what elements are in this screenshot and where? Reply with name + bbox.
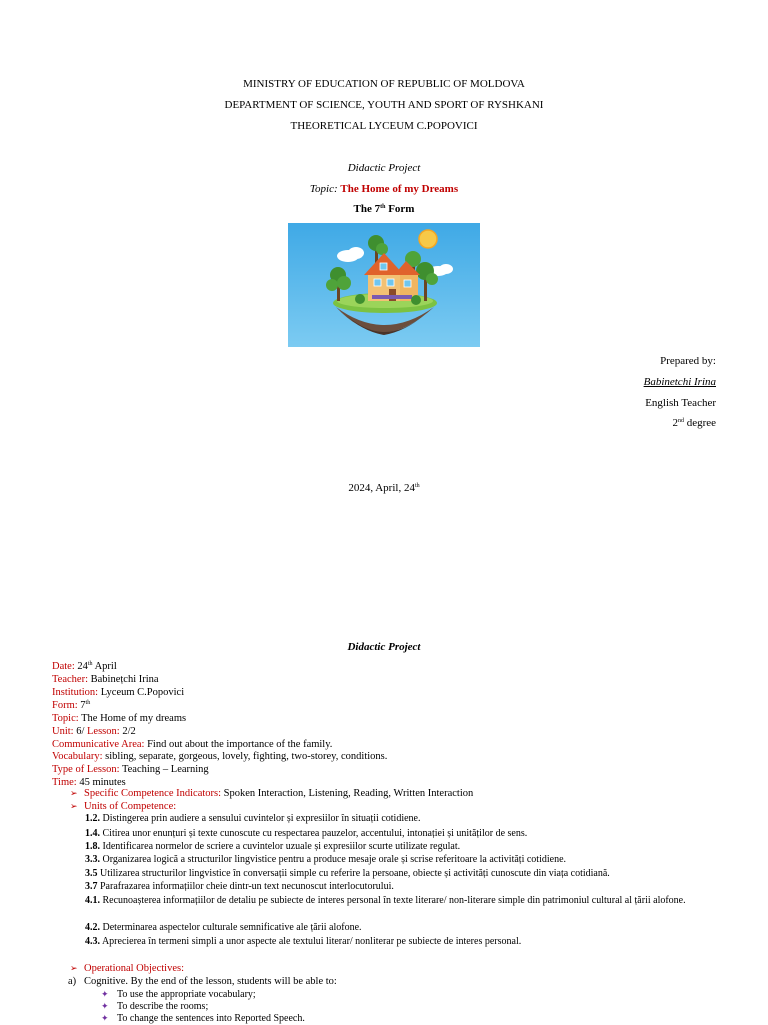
field-teacher bbox=[52, 673, 159, 686]
department-heading: DEPARTMENT OF SCIENCE, YOUTH AND SPORT OF RYSHKANI bbox=[224, 99, 544, 111]
field-value: sibling, separate, gorgeous, lovely, fighting, two-storey, conditions. bbox=[102, 751, 388, 762]
unit-text: Identificarea normelor de scriere a cuvintelor uzuale și expresiilor scurte utilizate regulat. bbox=[100, 841, 461, 852]
uoc-label: Units of Competence: bbox=[84, 801, 177, 812]
arrow-bullet-icon: ➢ bbox=[70, 963, 78, 973]
unit-text: Parafrazarea informațiilor cheie dintr-un text necunoscut interlocutorului. bbox=[97, 881, 394, 892]
field-value: Find out about the importance of the family. bbox=[144, 739, 333, 750]
field-label: Teacher: bbox=[52, 674, 88, 685]
unit-number: 4.3. bbox=[85, 936, 100, 947]
unit-number: 3.3. bbox=[85, 854, 100, 865]
field-label: Topic: bbox=[52, 713, 79, 724]
unit-number: 3.7 bbox=[85, 881, 98, 892]
field-type-of-lesson bbox=[52, 763, 209, 776]
cover-date bbox=[0, 481, 768, 495]
unit-number: 3.5 bbox=[85, 868, 98, 879]
author-role: English Teacher bbox=[645, 397, 716, 409]
unit-text: Citirea unor enunțuri și texte cunoscute cu respectarea pauzelor, accentului, intonației și unităților de sens. bbox=[100, 828, 528, 839]
diamond-bullet-icon: ✦ bbox=[101, 1001, 109, 1011]
unit-number: 1.8. bbox=[85, 841, 100, 852]
field-sup: th bbox=[87, 661, 93, 667]
field-value: Lyceum C.Popovici bbox=[98, 687, 185, 698]
unit-item bbox=[85, 840, 715, 853]
field-label: Form: bbox=[52, 700, 78, 711]
unit-item bbox=[85, 853, 715, 866]
page2-title: Didactic Project bbox=[347, 641, 421, 653]
objective-text: To use the appropriate vocabulary; bbox=[117, 989, 256, 1000]
field-vocabulary bbox=[52, 750, 387, 763]
unit-item bbox=[85, 894, 715, 907]
unit-text: Aprecierea în termeni simpli a unor aspecte ale textului literar/ nonliterar pe subiecte de interes personal. bbox=[100, 936, 522, 947]
unit-text: Utilizarea structurilor lingvistice în conversații simple cu referire la persoane, obiecte și activități cunoscute din viața cotidiană. bbox=[97, 868, 610, 879]
operational-objectives-heading bbox=[70, 962, 184, 975]
field-label: Time: bbox=[52, 777, 77, 788]
author-degree bbox=[672, 416, 716, 430]
unit-item bbox=[85, 880, 715, 893]
unit-item bbox=[85, 812, 715, 825]
field-sup: th bbox=[85, 700, 91, 706]
field-label: Institution: bbox=[52, 687, 99, 698]
field-value: The Home of my dreams bbox=[78, 713, 187, 724]
field-value: 24 bbox=[74, 661, 88, 672]
field-topic bbox=[52, 712, 186, 725]
degree-number: 2 bbox=[672, 417, 678, 429]
field-form bbox=[52, 699, 90, 712]
field-date bbox=[52, 660, 117, 673]
arrow-bullet-icon: ➢ bbox=[70, 788, 78, 798]
unit-text: Determinarea aspectelor culturale semnificative ale țării alofone. bbox=[100, 922, 362, 933]
sci-label: Specific Competence Indicators: bbox=[84, 788, 222, 799]
ministry-heading: MINISTRY OF EDUCATION OF REPUBLIC OF MOLDOVA bbox=[243, 78, 525, 90]
form-line bbox=[0, 202, 768, 216]
degree-sup: nd bbox=[677, 418, 684, 424]
topic-value: The Home of my Dreams bbox=[340, 183, 459, 195]
form-prefix: The 7 bbox=[353, 203, 381, 215]
lyceum-heading: THEORETICAL LYCEUM C.POPOVICI bbox=[290, 120, 478, 132]
field-label: Date: bbox=[52, 661, 75, 672]
objective-item bbox=[101, 1012, 305, 1025]
list-marker: a) bbox=[68, 976, 77, 987]
unit-item bbox=[85, 935, 715, 948]
date-main: 2024, April, 24 bbox=[348, 482, 415, 494]
unit-number: 1.2. bbox=[85, 813, 100, 824]
sci-value: Spoken Interaction, Listening, Reading, Written Interaction bbox=[221, 788, 474, 799]
project-type: Didactic Project bbox=[347, 162, 421, 174]
author-name: Babinetchi Irina bbox=[643, 376, 716, 388]
diamond-bullet-icon: ✦ bbox=[101, 989, 109, 999]
field-label-2: Lesson: bbox=[87, 726, 120, 737]
unit-text: Organizarea logică a structurilor lingvistice pentru a produce mesaje orale și scrise referitoare la activități cotidiene. bbox=[100, 854, 567, 865]
prepared-by-label: Prepared by: bbox=[660, 355, 716, 367]
field-value: Teaching – Learning bbox=[119, 764, 209, 775]
topic-label: Topic: bbox=[309, 183, 341, 195]
field-value: 45 minutes bbox=[76, 777, 126, 788]
objective-text: To describe the rooms; bbox=[117, 1001, 209, 1012]
field-institution bbox=[52, 686, 184, 699]
cognitive-text: Cognitive. By the end of the lesson, students will be able to: bbox=[84, 976, 337, 987]
field-value: Babinețchi Irina bbox=[88, 674, 159, 685]
field-value-2: 2/2 bbox=[119, 726, 136, 737]
topic-line bbox=[0, 182, 768, 196]
unit-item bbox=[85, 921, 715, 934]
field-value: 7 bbox=[77, 700, 86, 711]
unit-text: Distingerea prin audiere a sensului cuvintelor și expresiilor în situații cotidiene. bbox=[100, 813, 421, 824]
field-value: 6/ bbox=[73, 726, 88, 737]
arrow-bullet-icon: ➢ bbox=[70, 801, 78, 811]
diamond-bullet-icon: ✦ bbox=[101, 1013, 109, 1023]
unit-number: 4.2. bbox=[85, 922, 100, 933]
form-suffix: Form bbox=[385, 203, 415, 215]
objective-text: To change the sentences into Reported Speech. bbox=[117, 1013, 305, 1024]
form-sup: th bbox=[380, 204, 386, 210]
unit-text: Recunoașterea informațiilor de detaliu pe subiecte de interes personal în texte literare/ non-literare simple din patrimoniul cultural al țării alofone. bbox=[100, 895, 686, 906]
field-unit-lesson bbox=[52, 725, 136, 738]
unit-number: 4.1. bbox=[85, 895, 100, 906]
date-sup: th bbox=[414, 483, 420, 489]
specific-competence-indicators bbox=[70, 787, 473, 800]
field-after: April bbox=[92, 661, 117, 672]
unit-item bbox=[85, 867, 715, 880]
field-label: Type of Lesson: bbox=[52, 764, 120, 775]
degree-text: degree bbox=[683, 417, 716, 429]
unit-number: 1.4. bbox=[85, 828, 100, 839]
cognitive-objective bbox=[68, 975, 337, 988]
field-label: Communicative Area: bbox=[52, 739, 145, 750]
oo-label: Operational Objectives: bbox=[84, 963, 185, 974]
field-label: Vocabulary: bbox=[52, 751, 103, 762]
field-label: Unit: bbox=[52, 726, 74, 737]
unit-item bbox=[85, 827, 715, 840]
floating-island-house-icon bbox=[288, 223, 480, 347]
